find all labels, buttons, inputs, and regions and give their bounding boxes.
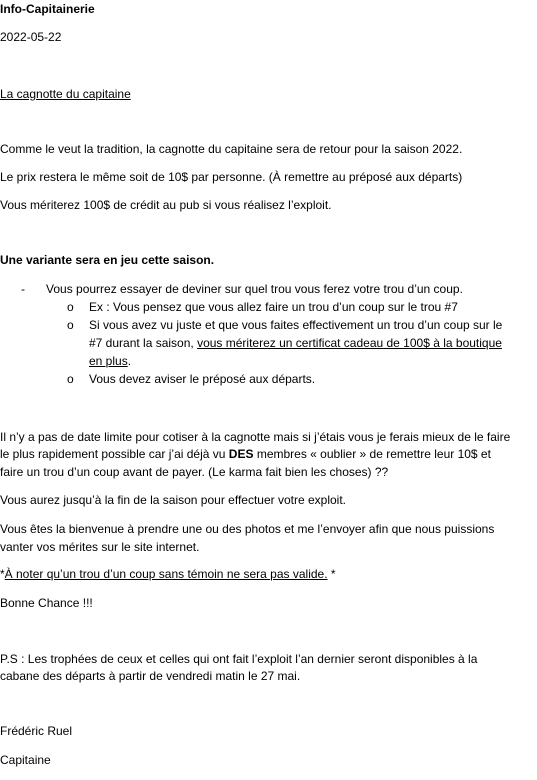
variant-sub-item-2-period: .: [127, 354, 132, 368]
variant-sub-item-2-line-2: [89, 336, 502, 351]
signature-role: Capitaine: [0, 753, 51, 767]
variant-sub-item-2-underlined-end: en plus: [89, 354, 128, 368]
ps-line-1: P.S : Les trophées de ceux et celles qui ont fait l’exploit l’an dernier seront disponibles à la: [0, 652, 478, 666]
season-paragraph: Vous aurez jusqu’à la fin de la saison pour effectuer votre exploit.: [0, 493, 346, 507]
ps-line-2: cabane des départs à partir de vendredi matin le 27 mai.: [0, 669, 301, 683]
deadline-line-1: Il n’y a pas de date limite pour cotiser à la cagnotte mais si j’étais vous je ferais mieux de le faire: [0, 430, 511, 444]
photos-line-2: vanter vos mérites sur le site internet.: [0, 540, 200, 554]
witness-note: [0, 567, 336, 582]
note-star-close: *: [327, 567, 336, 581]
document-date: 2022-05-22: [0, 30, 62, 44]
deadline-emphasis: DES: [228, 447, 254, 461]
variant-dash-item: Vous pourrez essayer de deviner sur quel trou vous ferez votre trou d’un coup.: [46, 282, 463, 296]
variant-sub-item-2-line-3: [89, 354, 131, 369]
signature-name: Frédéric Ruel: [0, 724, 73, 738]
sub-bullet-marker-3: o: [67, 372, 74, 386]
variant-sub-item-2-line-1: Si vous avez vu juste et que vous faites effectivement un trou d’un coup sur le: [89, 318, 503, 332]
variant-sub-item-2-underlined: vous mériterez un certificat cadeau de 100$ à la boutique: [197, 336, 502, 350]
variant-sub-item-3: Vous devez aviser le préposé aux départs.: [89, 372, 316, 386]
sub-bullet-marker-1: o: [67, 300, 74, 314]
org-name: Info-Capitainerie: [0, 2, 95, 16]
variant-sub-item-1: Ex : Vous pensez que vous allez faire un trou d’un coup sur le trou #7: [89, 300, 458, 314]
intro-paragraph-2: Le prix restera le même soit de 10$ par personne. (À remettre au préposé aux départs): [0, 170, 463, 184]
note-underlined: À noter qu’un trou d’un coup sans témoin ne sera pas valide.: [4, 567, 328, 581]
deadline-line-3: faire un trou d’un coup avant de payer. (Le karma fait bien les choses) ??: [0, 465, 389, 479]
variant-sub-item-2-plain: #7 durant la saison,: [89, 336, 198, 350]
deadline-line-2-start: le plus rapidement possible car j’ai déjà vu: [0, 447, 229, 461]
deadline-line-2-end: membres « oublier » de remettre leur 10$ et: [253, 447, 491, 461]
good-luck: Bonne Chance !!!: [0, 596, 93, 610]
intro-paragraph-3: Vous mériterez 100$ de crédit au pub si vous réalisez l’exploit.: [0, 198, 332, 212]
deadline-line-2: [0, 447, 491, 462]
dash-bullet-marker: -: [21, 282, 25, 296]
note-star-open: *: [0, 567, 5, 581]
sub-bullet-marker-2: o: [67, 318, 74, 332]
photos-line-1: Vous êtes la bienvenue à prendre une ou des photos et me l’envoyer afin que nous puissions: [0, 522, 495, 536]
document-title: La cagnotte du capitaine: [0, 87, 131, 101]
intro-paragraph-1: Comme le veut la tradition, la cagnotte du capitaine sera de retour pour la saison 2022.: [0, 142, 463, 156]
variant-heading: Une variante sera en jeu cette saison.: [0, 253, 215, 267]
